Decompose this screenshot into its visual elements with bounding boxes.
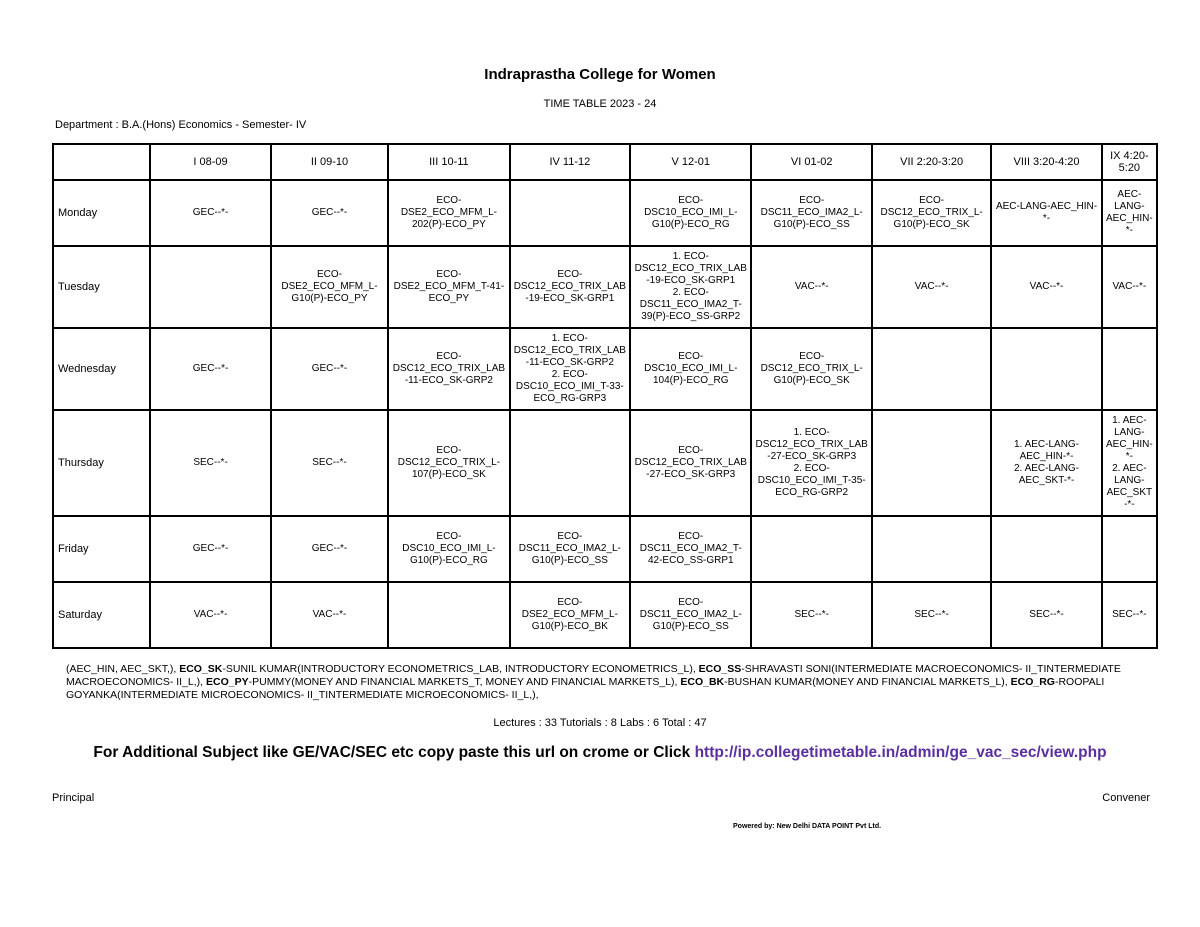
- timetable-cell: [510, 516, 630, 582]
- cell-entry: SEC--*-: [1029, 609, 1064, 620]
- timetable-cell: [872, 582, 991, 648]
- faculty-code: ECO_SK: [179, 663, 223, 675]
- cell-entry: VAC--*-: [1112, 281, 1147, 292]
- period-header: III 10-11: [388, 144, 509, 180]
- timetable: [52, 143, 1158, 649]
- timetable-cell: [1102, 582, 1157, 648]
- timetable-cell: [1102, 410, 1157, 516]
- timetable-cell: [872, 516, 991, 582]
- table-row-tuesday: [53, 246, 1157, 328]
- faculty-code: ECO_PY: [206, 676, 249, 688]
- timetable-cell: [388, 328, 509, 410]
- faculty-description: -ROOPALI GOYANKA(INTERMEDIATE MICROECONOMICS- II_TINTERMEDIATE MICROECONOMICS- II_L,),: [66, 676, 1105, 701]
- timetable-cell: [510, 180, 630, 246]
- cell-entry: GEC--*-: [192, 363, 229, 374]
- timetable-cell: [150, 180, 270, 246]
- timetable-cell: [872, 180, 991, 246]
- cell-entry: 1. ECO-DSC12_ECO_TRIX_LAB-11-ECO_SK-GRP2: [513, 333, 626, 368]
- timetable-cell: [872, 328, 991, 410]
- timetable-cell: [751, 410, 871, 516]
- total-label: Total :: [659, 717, 695, 729]
- cell-entry: SEC--*-: [193, 457, 228, 468]
- cell-entry: ECO-DSC11_ECO_IMA2_T-42-ECO_SS-GRP1: [639, 531, 742, 566]
- cell-entry: SEC--*-: [312, 457, 347, 468]
- timetable-cell: [510, 582, 630, 648]
- cell-entry: GEC--*-: [311, 207, 348, 218]
- timetable-cell: [271, 516, 388, 582]
- faculty-code: ECO_SS: [698, 663, 742, 675]
- timetable-cell: [150, 582, 270, 648]
- powered-by: Powered by: New Delhi DATA POINT Pvt Ltd.: [733, 823, 882, 830]
- timetable-cell: [872, 410, 991, 516]
- cell-entry: ECO-DSC12_ECO_TRIX_L-G10(P)-ECO_SK: [760, 351, 863, 386]
- cell-entry: GEC--*-: [311, 543, 348, 554]
- timetable-cell: [1102, 328, 1157, 410]
- timetable-cell: [271, 410, 388, 516]
- college-title: Indraprastha College for Women: [484, 66, 716, 83]
- faculty-description: -SUNIL KUMAR(INTRODUCTORY ECONOMETRICS_LAB, INTRODUCTORY ECONOMETRICS_L),: [222, 663, 699, 675]
- day-label: Tuesday: [53, 246, 150, 328]
- cell-entry: 2. ECO-DSC10_ECO_IMI_T-33-ECO_RG-GRP3: [515, 369, 624, 404]
- timetable-cell: [150, 410, 270, 516]
- timetable-cell: [630, 246, 751, 328]
- timetable-cell: [751, 180, 871, 246]
- timetable-cell: [271, 180, 388, 246]
- timetable-cell: [751, 516, 871, 582]
- total-count: 47: [694, 717, 707, 729]
- timetable-cell: [751, 246, 871, 328]
- cell-entry: ECO-DSC11_ECO_IMA2_L-G10(P)-ECO_SS: [639, 597, 742, 632]
- timetable-cell: [991, 180, 1101, 246]
- cell-entry: ECO-DSE2_ECO_MFM_L-G10(P)-ECO_PY: [281, 269, 378, 304]
- timetable-cell: [872, 246, 991, 328]
- cell-entry: ECO-DSC12_ECO_TRIX_LAB-11-ECO_SK-GRP2: [392, 351, 506, 386]
- tutorials-count: 8: [610, 717, 617, 729]
- ge-vac-sec-link[interactable]: http://ip.collegetimetable.in/admin/ge_vac_sec/view.php: [694, 744, 1107, 761]
- cell-entry: 1. AEC-LANG-AEC_HIN-*-: [1014, 439, 1080, 462]
- cell-entry: 2. ECO-DSC10_ECO_IMI_T-35-ECO_RG-GRP2: [757, 463, 866, 498]
- timetable-cell: [751, 328, 871, 410]
- additional-subject-note: [0, 744, 1200, 762]
- cell-entry: VAC--*-: [1029, 281, 1064, 292]
- cell-entry: ECO-DSC11_ECO_IMA2_L-G10(P)-ECO_SS: [760, 195, 863, 230]
- additional-text: For Additional Subject like GE/VAC/SEC etc copy paste this url on crome or Click: [93, 744, 695, 761]
- cell-entry: ECO-DSC10_ECO_IMI_L-104(P)-ECO_RG: [644, 351, 738, 386]
- faculty-legend: [66, 663, 1146, 702]
- timetable-subtitle: TIME TABLE 2023 - 24: [543, 98, 657, 110]
- timetable-cell: [630, 180, 751, 246]
- timetable-cell: [271, 328, 388, 410]
- cell-entry: ECO-DSC12_ECO_TRIX_LAB-19-ECO_SK-GRP1: [513, 269, 626, 304]
- day-label: Saturday: [53, 582, 150, 648]
- lectures-label: Lectures :: [493, 717, 545, 729]
- cell-entry: 1. ECO-DSC12_ECO_TRIX_LAB-19-ECO_SK-GRP1: [634, 251, 747, 286]
- period-header: II 09-10: [271, 144, 388, 180]
- timetable-cell: [388, 410, 509, 516]
- timetable-cell: [510, 328, 630, 410]
- timetable-cell: [991, 516, 1101, 582]
- header-row: [53, 144, 1157, 180]
- cell-entry: 2. AEC-LANG-AEC_SKT-*-: [1014, 463, 1080, 486]
- labs-label: Labs :: [616, 717, 653, 729]
- table-row-saturday: [53, 582, 1157, 648]
- cell-entry: ECO-DSE2_ECO_MFM_L-202(P)-ECO_PY: [400, 195, 497, 230]
- timetable-cell: [991, 582, 1101, 648]
- timetable-cell: [150, 328, 270, 410]
- faculty-description: -SHRAVASTI SONI(INTERMEDIATE MACROECONOMICS- II_TINTERMEDIATE MACROECONOMICS- II_L,),: [66, 663, 1121, 688]
- timetable-cell: [150, 246, 270, 328]
- cell-entry: SEC--*-: [794, 609, 829, 620]
- cell-entry: ECO-DSC12_ECO_TRIX_L-107(P)-ECO_SK: [397, 445, 501, 480]
- cell-entry: GEC--*-: [192, 543, 229, 554]
- timetable-cell: [1102, 516, 1157, 582]
- timetable-cell: [630, 516, 751, 582]
- cell-entry: ECO-DSE2_ECO_MFM_L-G10(P)-ECO_BK: [521, 597, 618, 632]
- cell-entry: AEC-LANG-AEC_HIN-*-: [995, 201, 1098, 224]
- department-label: Department : B.A.(Hons) Economics - Semester- IV: [55, 119, 307, 131]
- cell-entry: 2. AEC-LANG-AEC_SKT-*-: [1106, 463, 1153, 510]
- cell-entry: 1. AEC-LANG-AEC_HIN-*-: [1106, 415, 1153, 462]
- period-header: V 12-01: [630, 144, 751, 180]
- timetable-cell: [630, 410, 751, 516]
- timetable-cell: [388, 516, 509, 582]
- lectures-count: 33: [544, 717, 557, 729]
- timetable-cell: [271, 246, 388, 328]
- cell-entry: ECO-DSC12_ECO_TRIX_LAB-27-ECO_SK-GRP3: [634, 445, 747, 480]
- timetable-cell: [388, 246, 509, 328]
- table-row-monday: [53, 180, 1157, 246]
- totals: [0, 717, 1200, 729]
- cell-entry: ECO-DSC11_ECO_IMA2_L-G10(P)-ECO_SS: [518, 531, 621, 566]
- cell-entry: VAC--*-: [312, 609, 347, 620]
- cell-entry: AEC-LANG-AEC_HIN-*-: [1106, 189, 1153, 236]
- convener-label: Convener: [1102, 792, 1150, 804]
- timetable-cell: [271, 582, 388, 648]
- legend-prefix: (AEC_HIN, AEC_SKT,),: [66, 663, 180, 675]
- timetable-cell: [991, 246, 1101, 328]
- period-header: IV 11-12: [510, 144, 630, 180]
- timetable-cell: [388, 582, 509, 648]
- faculty-code: ECO_RG: [1010, 676, 1055, 688]
- timetable-cell: [510, 410, 630, 516]
- period-header: VI 01-02: [751, 144, 871, 180]
- faculty-description: -BUSHAN KUMAR(MONEY AND FINANCIAL MARKETS_L),: [724, 676, 1011, 688]
- timetable-cell: [630, 328, 751, 410]
- cell-entry: VAC--*-: [914, 281, 949, 292]
- cell-entry: ECO-DSC12_ECO_TRIX_L-G10(P)-ECO_SK: [880, 195, 983, 230]
- cell-entry: ECO-DSE2_ECO_MFM_T-41-ECO_PY: [393, 269, 505, 304]
- cell-entry: VAC--*-: [193, 609, 228, 620]
- timetable-cell: [510, 246, 630, 328]
- table-row-wednesday: [53, 328, 1157, 410]
- table-row-thursday: [53, 410, 1157, 516]
- cell-entry: SEC--*-: [914, 609, 949, 620]
- cell-entry: 2. ECO-DSC11_ECO_IMA2_T-39(P)-ECO_SS-GRP2: [639, 287, 742, 322]
- timetable-cell: [150, 516, 270, 582]
- cell-entry: GEC--*-: [311, 363, 348, 374]
- tutorials-label: Tutorials :: [556, 717, 611, 729]
- day-label: Thursday: [53, 410, 150, 516]
- day-label: Wednesday: [53, 328, 150, 410]
- timetable-cell: [1102, 180, 1157, 246]
- cell-entry: 1. ECO-DSC12_ECO_TRIX_LAB-27-ECO_SK-GRP3: [755, 427, 868, 462]
- faculty-code: ECO_BK: [680, 676, 725, 688]
- day-label: Friday: [53, 516, 150, 582]
- cell-entry: VAC--*-: [794, 281, 829, 292]
- timetable-cell: [630, 582, 751, 648]
- timetable-cell: [751, 582, 871, 648]
- cell-entry: GEC--*-: [192, 207, 229, 218]
- cell-entry: SEC--*-: [1112, 609, 1147, 620]
- period-header: IX 4:20-5:20: [1102, 144, 1157, 180]
- period-header: VII 2:20-3:20: [872, 144, 991, 180]
- table-row-friday: [53, 516, 1157, 582]
- faculty-description: -PUMMY(MONEY AND FINANCIAL MARKETS_T, MONEY AND FINANCIAL MARKETS_L),: [248, 676, 681, 688]
- header-corner: [53, 144, 150, 180]
- timetable-cell: [991, 410, 1101, 516]
- cell-entry: ECO-DSC10_ECO_IMI_L-G10(P)-ECO_RG: [644, 195, 738, 230]
- timetable-cell: [388, 180, 509, 246]
- cell-entry: ECO-DSC10_ECO_IMI_L-G10(P)-ECO_RG: [402, 531, 496, 566]
- timetable-cell: [991, 328, 1101, 410]
- timetable-cell: [1102, 246, 1157, 328]
- labs-count: 6: [652, 717, 660, 729]
- day-label: Monday: [53, 180, 150, 246]
- period-header: VIII 3:20-4:20: [991, 144, 1101, 180]
- period-header: I 08-09: [150, 144, 270, 180]
- principal-label: Principal: [52, 792, 95, 804]
